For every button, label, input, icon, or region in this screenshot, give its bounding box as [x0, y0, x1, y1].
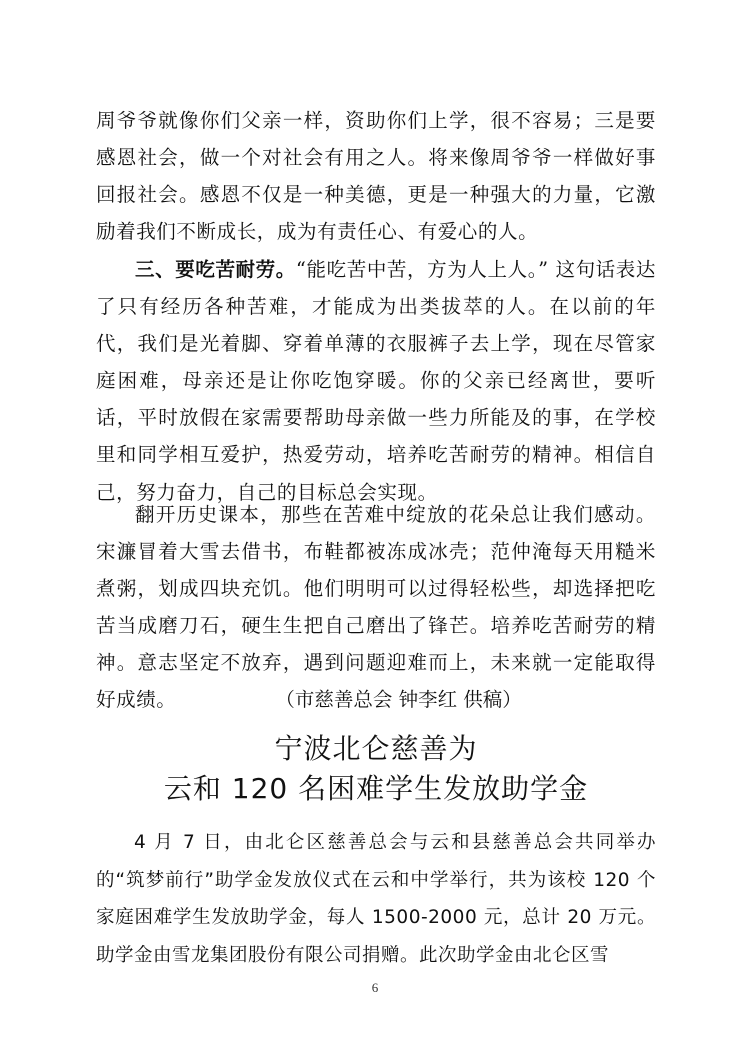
page-number: 6	[371, 980, 379, 995]
paragraph-history-examples	[96, 496, 656, 719]
article-title-line-1: 宁波北仑慈善为	[274, 732, 478, 765]
article-body	[96, 824, 656, 974]
paragraph-text: “能吃苦中苦，方为人上人。” 这句话表达了只有经历各种苦难，才能成为出类拔萃的人。在以前的年代，我们是光着脚、穿着单薄的衣服裤子去上学，现在尽管家庭困难，母亲还是让你吃饱穿暖。你的父亲已经离世，要听话，平时放假在家需要帮助母亲做一些力所能及的事，在学校里和同学相互爱护，热爱劳动，培养吃苦耐劳的精神。相信自己，努力奋力，自己的目标总会实现。	[96, 258, 656, 504]
paragraph-text: 4 月 7 日，由北仑区慈善总会与云和县慈善总会共同举办的“筑梦前行”助学金发放仪式在云和中学举行，共为该校 120 个家庭困难学生发放助学金，每人 1500-2000 元，总计 20 万元。助学金由雪龙集团股份有限公司捐赠。此次助学金由北仑区雪	[96, 832, 656, 966]
article-title-line-2: 云和 120 名困难学生发放助学金	[163, 772, 589, 805]
paragraph-hard-work	[96, 251, 656, 511]
section-heading-hard-work: 三、要吃苦耐劳。	[135, 258, 296, 281]
paragraph-text: 翻开历史课本，那些在苦难中绽放的花朵总让我们感动。宋濂冒着大雪去借书，布鞋都被冻成冰壳；范仲淹每天用糙米煮粥，划成四块充饥。他们明明可以过得轻松些，却选择把吃苦当成磨刀石，硬生生把自己磨出了锋芒。培养吃苦耐劳的精神。意志坚定不放弃，遇到问题迎难而上，未来就一定能取得好成绩。	[96, 503, 656, 712]
article-credit: （市慈善总会 钟李红 供稿）	[275, 688, 522, 712]
paragraph-gratitude-society	[96, 102, 656, 250]
paragraph-text: 周爷爷就像你们父亲一样，资助你们上学，很不容易；三是要感恩社会，做一个对社会有用之人。将来像周爷爷一样做好事回报社会。感恩不仅是一种美德，更是一种强大的力量，它激励着我们不断成长，成为有责任心、有爱心的人。	[96, 109, 656, 244]
